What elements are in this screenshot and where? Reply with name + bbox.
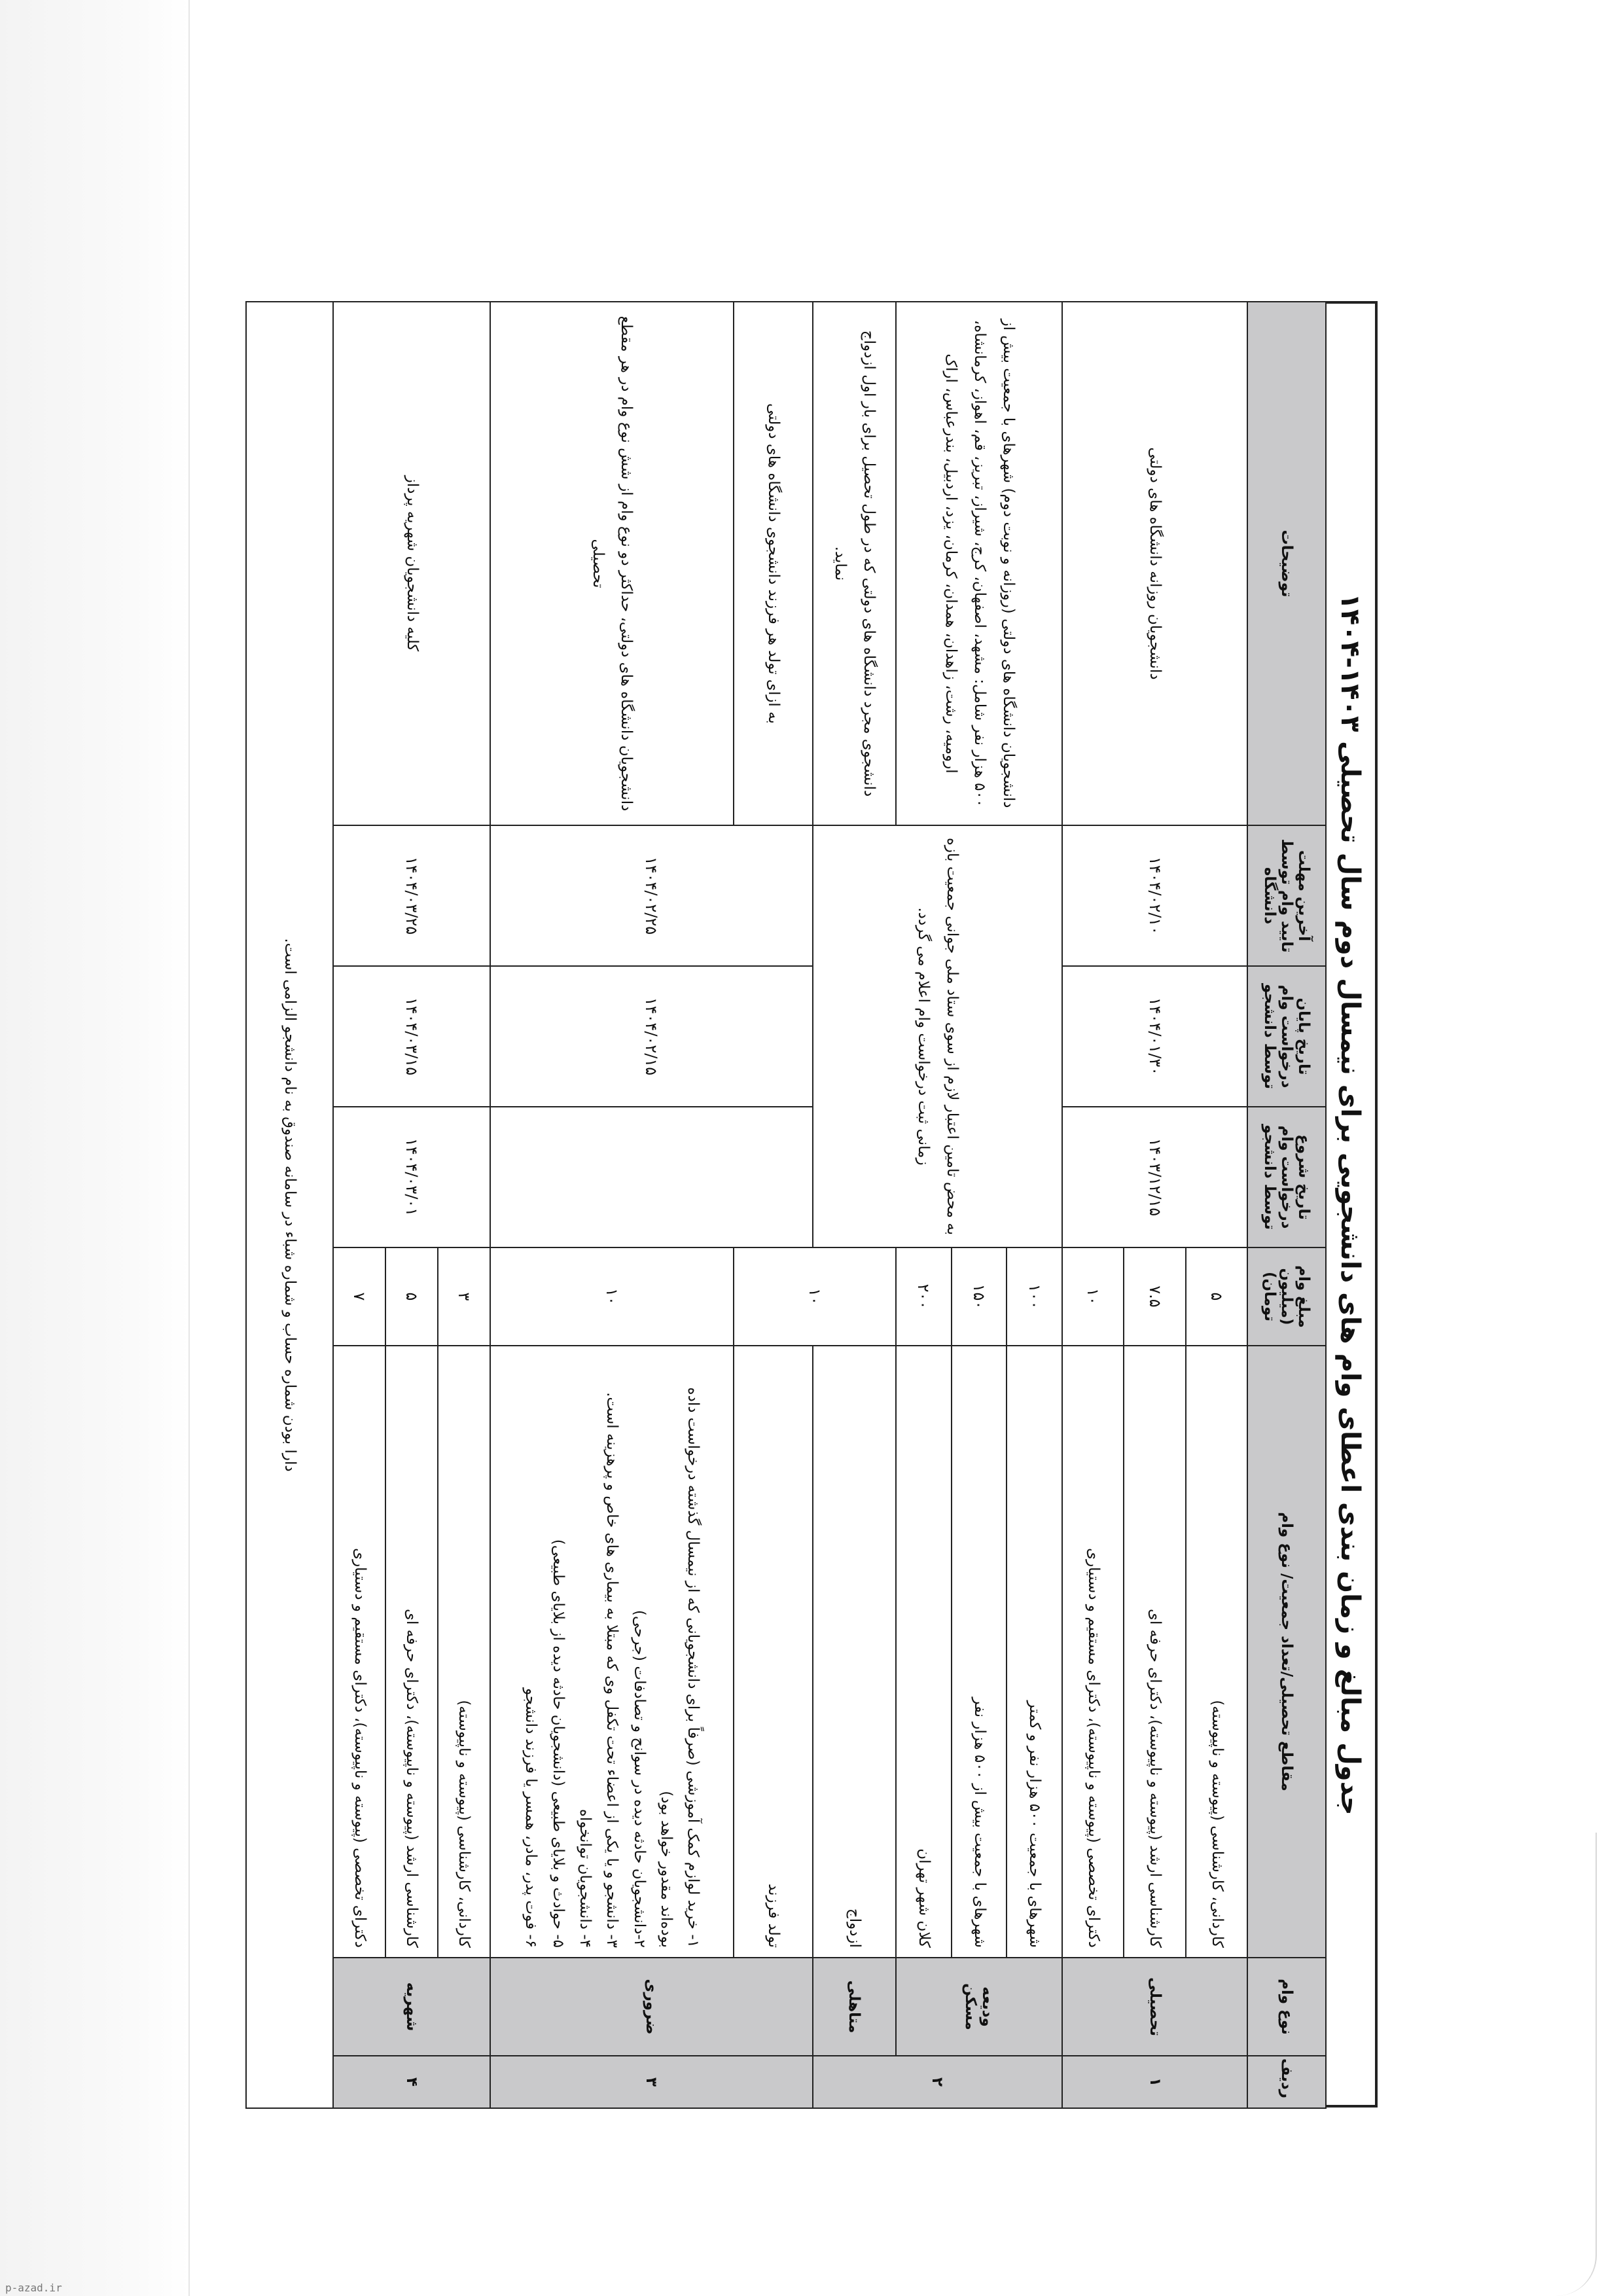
level-cell: کارشناسی ارشد (پیوسته و ناپیوسته)، دکترای حرفه ای: [1124, 1346, 1185, 1958]
level-cell: [490, 1346, 734, 1958]
table-row: [1007, 302, 1062, 2108]
level-cell: دکترای تخصصی (پیوسته و ناپیوسته)، دکترای مستقیم و دستیاری: [333, 1346, 385, 1958]
footer-note: دارا بودن شماره حساب و شماره شباء در سامانه صندوق به نام دانشجو الزامی است.: [246, 302, 333, 2108]
amount-cell: ۲۰۰: [896, 1247, 952, 1346]
page-title: جدول مبالغ و زمان بندی اعطای وام های دانشجویی برای نیمسال دوم سال تحصیلی ۱۴۰۳-۱۴۰۴: [1325, 301, 1378, 2108]
start-date-cell: ۱۴۰۴/۰۳/۰۱: [333, 1107, 490, 1247]
deadline-cell: ۱۴۰۴/۰۳/۲۵: [333, 825, 490, 966]
header-loan-type: نوع وام: [1247, 1958, 1326, 2056]
row-number: ۴: [333, 2056, 490, 2108]
header-notes: توضیحات: [1247, 302, 1326, 825]
level-cell: ازدواج: [813, 1346, 896, 1958]
amount-cell: ۵: [1186, 1247, 1247, 1346]
amount-cell: ۱۰: [734, 1247, 896, 1346]
list-item: ۶- فوت پدر، مادر، همسر یا فرزند دانشجو: [522, 1687, 540, 1948]
amount-cell: ۱۰۰: [1007, 1247, 1062, 1346]
end-date-cell: ۱۴۰۴/۰۱/۳۰: [1062, 966, 1247, 1107]
loan-type-cell: ضروری: [490, 1958, 813, 2056]
loan-type-cell: ودیعه مسکن: [896, 1958, 1062, 2056]
row-number: ۲: [813, 2056, 1062, 2108]
footer-row: [246, 302, 333, 2108]
list-item: ۲-دانشجویان حادثه دیده در سوانح و تصادفات (جرحی): [630, 1609, 648, 1948]
amount-cell: ۳: [438, 1247, 490, 1346]
amount-cell: ۱۰: [1062, 1247, 1124, 1346]
loan-type-cell: شهریه: [333, 1958, 490, 2056]
level-cell: شهرهای با جمعیت ۵۰۰ هزار نفر و کمتر: [1007, 1346, 1062, 1958]
header-level: مقاطع تحصیلی/تعداد جمعیت/ نوع وام: [1247, 1346, 1326, 1958]
level-cell: کلان شهر تهران: [896, 1346, 952, 1958]
table-row: [1186, 302, 1247, 2108]
level-cell: کارشناسی ارشد (پیوسته و ناپیوسته)، دکترای حرفه ای: [385, 1346, 438, 1958]
end-date-cell: ۱۴۰۴/۰۲/۱۵: [490, 966, 813, 1107]
row-number: ۱: [1062, 2056, 1247, 2108]
list-item: ۵- حوادث و بلایای طبیعی (دانشجویان حادثه دیده از بلایای طبیعی): [549, 1539, 567, 1948]
scan-edge-line: [188, 0, 190, 2296]
loan-type-cell: تحصیلی: [1062, 1958, 1247, 2056]
table-row: [734, 302, 813, 2108]
header-amount: مبلغ وام (میلیون تومان): [1247, 1247, 1326, 1346]
amount-cell: ۷: [333, 1247, 385, 1346]
list-item: ۳- دانشجو و یا یکی از اعضاء تحت تکفل وی که مبتلا به بیماری های خاص و پرهزینه است.: [603, 1392, 621, 1948]
start-date-cell: [490, 1107, 813, 1247]
deadline-cell: ۱۴۰۴/۰۲/۱۰: [1062, 825, 1247, 966]
amount-cell: ۵: [385, 1247, 438, 1346]
row-number: ۳: [490, 2056, 813, 2108]
amount-cell: ۷.۵: [1124, 1247, 1185, 1346]
level-cell: کاردانی، کارشناسی (پیوسته و ناپیوسته): [438, 1346, 490, 1958]
amount-cell: ۱۵۰: [952, 1247, 1007, 1346]
loan-type-cell: متاهلی: [813, 1958, 896, 2056]
dates-note-cell: به محض تامین اعتبار لازم از سوی ستاد ملی جوانی جمعیت بازه زمانی ثبت درخواست وام اعلام می گردد.: [813, 825, 1062, 1247]
header-start-date: تاریخ شروع درخواست وام توسط دانشجو: [1247, 1107, 1326, 1247]
loan-table: [245, 301, 1327, 2109]
level-cell: کاردانی، کارشناسی (پیوسته و ناپیوسته): [1186, 1346, 1247, 1958]
page-shadow: [0, 0, 190, 2296]
watermark: p-azad.ir: [5, 2282, 62, 2294]
note-cell: دانشجویان روزانه دانشگاه های دولتی: [1062, 302, 1247, 825]
level-cell: دکترای تخصصی (پیوسته و ناپیوسته)، دکترای مستقیم و دستیاری: [1062, 1346, 1124, 1958]
page-curl: [1556, 1833, 1597, 2296]
note-cell: دانشجویان دانشگاه های دولتی (روزانه و نوبت دوم) شهرهای با جمعیت بیش از ۵۰۰ هزار نفر شامل: مشهد، اصفهان، کرج، شیراز، تبریز، قم، اهواز، کرمانشاه، ارومیه، رشت، زاهدان، همدان، کرمان، یزد، اردبیل، بندرعباس، اراک: [896, 302, 1062, 825]
amount-cell: ۱۰: [490, 1247, 734, 1346]
note-cell: دانشجویان دانشگاه های دولتی، حداکثر دو نوع وام از شش نوع وام در هر مقطع تحصیلی: [490, 302, 734, 825]
level-cell: تولد فرزند: [734, 1346, 813, 1958]
rotated-document: [245, 301, 1378, 2108]
table-row: [438, 302, 490, 2108]
header-row-no: ردیف: [1247, 2056, 1326, 2108]
end-date-cell: ۱۴۰۴/۰۳/۱۵: [333, 966, 490, 1107]
header-deadline: آخرین مهلت تایید وام توسط دانشگاه: [1247, 825, 1326, 966]
list-item: ۴- دانشجویان توانخواه: [576, 1808, 594, 1948]
start-date-cell: ۱۴۰۳/۱۲/۱۵: [1062, 1107, 1247, 1247]
note-cell: کلیه دانشجویان شهریه پرداز: [333, 302, 490, 825]
header-end-date: تاریخ پایان درخواست وام توسط دانشجو: [1247, 966, 1326, 1107]
deadline-cell: ۱۴۰۴/۰۲/۲۵: [490, 825, 813, 966]
note-cell: دانشجوی مجرد دانشگاه های دولتی که در طول تحصیل برای بار اول ازدواج نماید.: [813, 302, 896, 825]
list-item: ۱- خرید لوازم کمک آموزشی (صرفاً برای دانشجویانی که از نیمسال گذشته درخواست داده بوده‌اند مقدور خواهد بود): [658, 1387, 702, 1948]
note-cell: به ازای تولد هر فرزند دانشجوی دانشگاه های دولتی: [734, 302, 813, 825]
level-cell: شهرهای با جمعیت بیش از ۵۰۰ هزار نفر: [952, 1346, 1007, 1958]
header-row: [1247, 302, 1326, 2108]
